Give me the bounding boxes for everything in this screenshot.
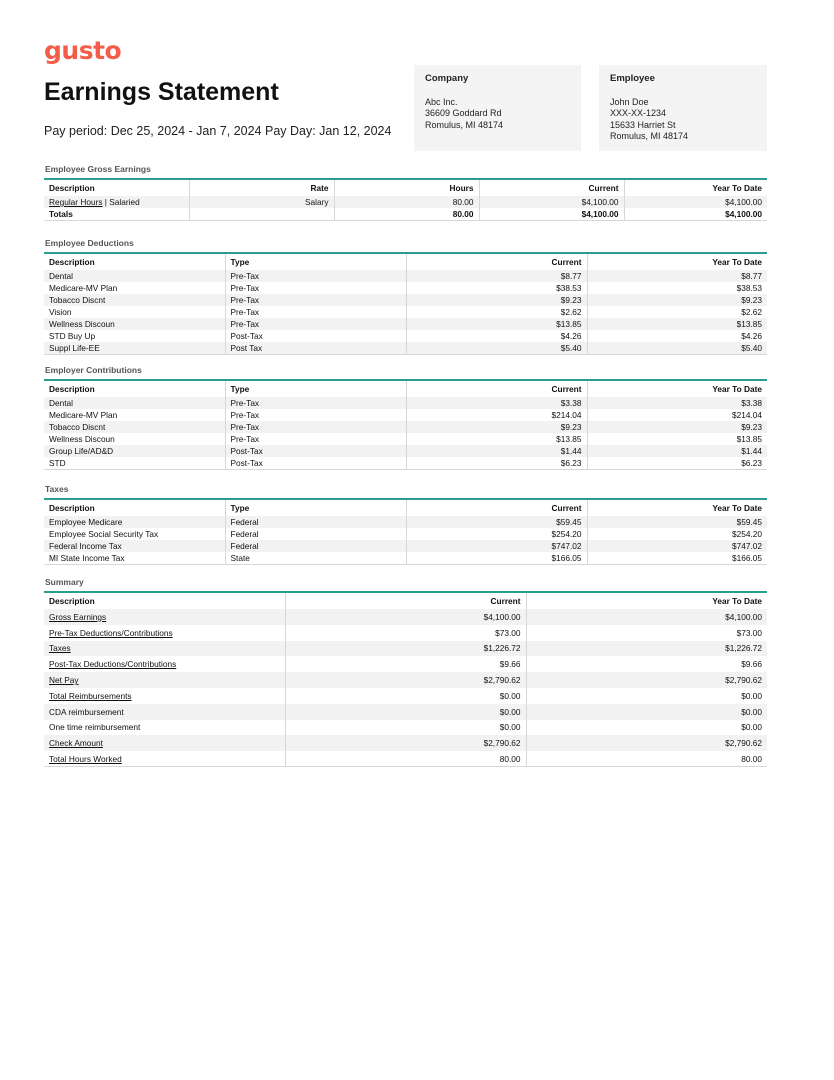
current-cell: $9.23 [406,421,587,433]
deductions-body [44,270,767,355]
hours-cell: 80.00 [334,196,479,208]
company-line: Abc Inc. [425,96,458,107]
current-cell: $59.45 [406,516,587,528]
current-cell: $4,100.00 [285,609,526,625]
type-cell: Pre-Tax [225,397,406,409]
description-cell: CDA reimbursement [44,704,285,720]
table-row [44,330,767,342]
ytd-cell: $2,790.62 [526,672,767,688]
current-cell: $8.77 [406,270,587,282]
description-cell: Wellness Discoun [49,434,115,444]
section-title: Taxes [45,484,69,494]
current-cell: 80.00 [285,751,526,767]
ytd-cell: $0.00 [526,688,767,704]
table-row [44,282,767,294]
summary-body [44,609,767,767]
table-row [44,318,767,330]
description-cell [44,196,189,208]
description-cell [44,735,285,751]
type-cell: State [225,552,406,565]
employee-box [599,65,767,151]
description-cell: Tobacco Discnt [44,421,225,433]
summary-link[interactable]: Pre-Tax Deductions/Contributions [49,627,173,638]
col-header: Year To Date [587,380,767,397]
table-row [44,342,767,355]
current-cell: $9.23 [406,294,587,306]
current-cell: $3.38 [406,397,587,409]
col-header: Current [406,253,587,270]
col-header: Current [285,592,526,609]
col-header: Type [225,253,406,270]
employee-line: 15633 Harriet St [610,119,676,130]
summary-link[interactable]: Total Reimbursements [49,690,132,701]
ytd-cell: $4,100.00 [624,208,767,221]
description-cell: Employee Medicare [44,516,225,528]
col-header: Description [44,253,225,270]
current-cell: $6.23 [406,457,587,470]
description-cell: One time reimbursement [49,722,141,733]
table-row [44,306,767,318]
col-header: Year To Date [587,253,767,270]
summary-table [44,591,767,767]
description-cell: Dental [44,397,225,409]
col-header: Rate [189,179,334,196]
type-cell: Federal [225,528,406,540]
summary-link[interactable]: Total Hours Worked [49,753,122,764]
current-cell: $0.00 [285,688,526,704]
col-header: Year To Date [526,592,767,609]
ytd-cell: $13.85 [587,318,767,330]
table-row [44,457,767,470]
col-header: Description [44,499,225,516]
col-header: Year To Date [587,499,767,516]
table-row [44,516,767,528]
regular-hours-link[interactable]: Regular Hours [49,197,103,207]
ytd-cell: $0.00 [526,704,767,720]
description-cell [44,656,285,672]
description-cell: Wellness Discoun [44,318,225,330]
table-row [44,528,767,540]
description-cell [44,672,285,688]
ytd-cell: $8.77 [587,270,767,282]
ytd-cell: $0.00 [526,720,767,736]
ytd-cell: $4,100.00 [526,609,767,625]
ytd-cell: $3.38 [587,397,767,409]
totals-row [44,208,767,221]
type-cell: Post-Tax [225,330,406,342]
col-header: Description [44,380,225,397]
ytd-cell: $4,100.00 [624,196,767,208]
company-line: 36609 Goddard Rd [425,108,502,118]
description-cell: Medicare-MV Plan [49,410,118,420]
summary-section [44,577,767,767]
type-cell: Federal [225,540,406,552]
description-suffix: | Salaried [102,197,140,207]
table-row [44,720,767,736]
table-row [44,704,767,720]
current-cell: $5.40 [406,342,587,355]
gusto-logo: gusto [44,36,122,65]
col-header: Year To Date [624,179,767,196]
current-cell: $4.26 [406,330,587,342]
description-cell: STD [44,457,225,470]
type-cell: Pre-Tax [225,270,406,282]
description-cell: Suppl Life-EE [44,342,225,355]
ytd-cell: $9.23 [587,421,767,433]
summary-link[interactable]: Taxes [49,643,71,654]
table-row [44,421,767,433]
gross-earnings-table [44,178,767,221]
ytd-cell: $2.62 [587,306,767,318]
rate-cell: Salary [189,196,334,208]
type-cell: Federal [225,516,406,528]
col-header: Current [479,179,624,196]
current-cell: $2,790.62 [285,735,526,751]
table-row [44,433,767,445]
section-title: Employee Deductions [45,238,134,248]
type-cell: Pre-Tax [225,306,406,318]
table-row [44,656,767,672]
ytd-cell: $6.23 [587,457,767,470]
type-cell: Pre-Tax [225,421,406,433]
hours-cell: 80.00 [334,208,479,221]
table-row [44,270,767,282]
description-cell: Employee Social Security Tax [49,529,159,539]
ytd-cell: $38.53 [587,282,767,294]
current-cell: $4,100.00 [479,208,624,221]
gross-earnings-section [44,164,767,221]
description-cell: Dental [44,270,225,282]
current-cell: $13.85 [406,318,587,330]
ytd-cell: $9.66 [526,656,767,672]
current-cell: $166.05 [406,552,587,565]
ytd-cell: $2,790.62 [526,735,767,751]
description-cell: Group Life/AD&D [44,445,225,457]
description-cell [44,751,285,767]
taxes-section [44,484,767,565]
pay-period: Pay period: Dec 25, 2024 - Jan 7, 2024 Pay Day: Jan 12, 2024 [44,124,392,138]
current-cell: $254.20 [406,528,587,540]
col-header: Description [44,592,285,609]
table-row [44,672,767,688]
table-row [44,641,767,657]
col-header: Hours [334,179,479,196]
table-row [44,397,767,409]
table-row [44,688,767,704]
table-row [44,196,767,208]
current-cell: $214.04 [406,409,587,421]
current-cell: $747.02 [406,540,587,552]
ytd-cell: $4.26 [587,330,767,342]
ytd-cell: $214.04 [587,409,767,421]
summary-link[interactable]: Net Pay [49,675,79,686]
col-header: Current [406,499,587,516]
description-cell [44,609,285,625]
ytd-cell: $5.40 [587,342,767,355]
description-cell: Federal Income Tax [44,540,225,552]
table-row [44,294,767,306]
company-box [414,65,581,151]
section-title: Employee Gross Earnings [45,164,151,174]
current-cell: $2,790.62 [285,672,526,688]
type-cell: Pre-Tax [225,294,406,306]
ytd-cell: 80.00 [526,751,767,767]
col-header: Description [44,179,189,196]
ytd-cell: $254.20 [587,528,767,540]
contributions-table [44,379,767,470]
table-row [44,540,767,552]
ytd-cell: $73.00 [526,625,767,641]
employee-heading: Employee [610,73,655,84]
current-cell: $4,100.00 [479,196,624,208]
summary-link[interactable]: Post-Tax Deductions/Contributions [49,659,177,670]
current-cell: $1.44 [406,445,587,457]
description-cell: MI State Income Tax [44,552,225,565]
description-cell [44,641,285,657]
description-cell [44,625,285,641]
type-cell: Pre-Tax [225,318,406,330]
table-row [44,625,767,641]
type-cell: Post-Tax [225,445,406,457]
employee-line: John Doe [610,96,649,107]
company-line: Romulus, MI 48174 [425,119,504,130]
ytd-cell: $166.05 [587,552,767,565]
employee-line: XXX-XX-1234 [610,108,667,118]
contributions-section [44,365,767,470]
ytd-cell: $1,226.72 [526,641,767,657]
description-cell [44,688,285,704]
section-title: Summary [45,577,84,587]
employee-line: Romulus, MI 48174 [610,131,689,141]
deductions-table [44,252,767,355]
company-heading: Company [425,73,469,84]
current-cell: $2.62 [406,306,587,318]
rate-cell [189,208,334,221]
col-header: Type [225,499,406,516]
table-row [44,409,767,421]
current-cell: $38.53 [406,282,587,294]
description-cell: Tobacco Discnt [44,294,225,306]
current-cell: $9.66 [285,656,526,672]
summary-link[interactable]: Gross Earnings [49,611,107,622]
description-cell: Vision [49,307,72,317]
current-cell: $13.85 [406,433,587,445]
table-row [44,445,767,457]
summary-link[interactable]: Check Amount [49,738,103,749]
ytd-cell: $9.23 [587,294,767,306]
taxes-table [44,498,767,565]
ytd-cell: $747.02 [587,540,767,552]
current-cell: $0.00 [285,720,526,736]
type-cell: Pre-Tax [225,282,406,294]
taxes-body [44,516,767,565]
contributions-body [44,397,767,470]
type-cell: Post-Tax [225,457,406,470]
ytd-cell: $59.45 [587,516,767,528]
current-cell: $0.00 [285,704,526,720]
col-header: Type [225,380,406,397]
type-cell: Pre-Tax [225,409,406,421]
current-cell: $73.00 [285,625,526,641]
table-row [44,609,767,625]
current-cell: $1,226.72 [285,641,526,657]
col-header: Current [406,380,587,397]
section-title: Employer Contributions [45,365,142,375]
type-cell: Pre-Tax [225,433,406,445]
description-cell: Medicare-MV Plan [49,283,118,293]
table-row [44,552,767,565]
page-title: Earnings Statement [44,78,279,106]
type-cell: Post Tax [225,342,406,355]
ytd-cell: $13.85 [587,433,767,445]
totals-label: Totals [44,208,189,221]
description-cell: STD Buy Up [49,331,96,341]
ytd-cell: $1.44 [587,445,767,457]
table-row [44,735,767,751]
deductions-section [44,238,767,355]
table-row [44,751,767,767]
